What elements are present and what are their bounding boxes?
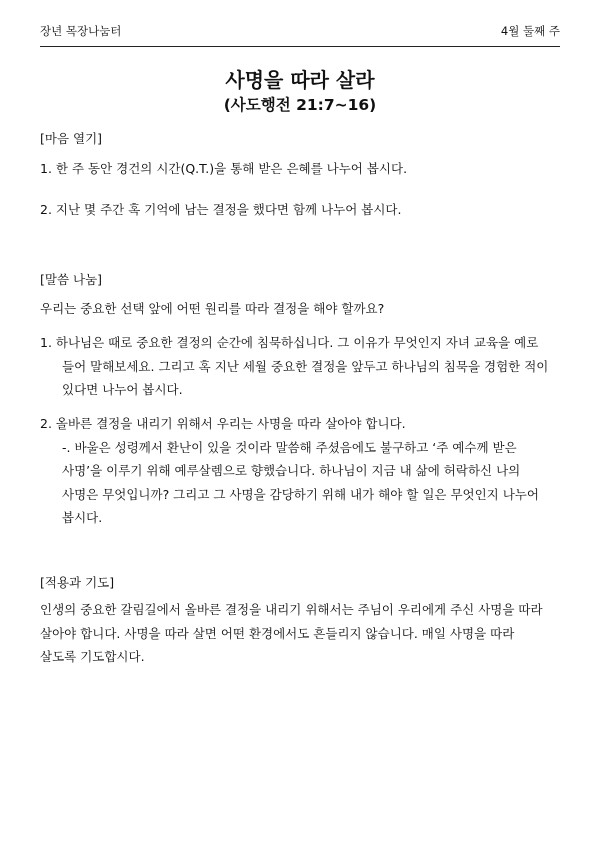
question-1-line: 들어 말해보세요. 그리고 혹 지난 세월 중요한 결정을 앞두고 하나님의 침묵을 경험한 적이 [62,358,549,374]
question-2-line: 사명’을 이루기 위해 예루살렘으로 향했습니다. 하나님이 지금 내 삶에 허락하신 나의 [62,463,521,478]
section-heading-opening: [마음 열기] [40,131,103,146]
question-2-line: -. 바울은 성령께서 환난이 있을 것이라 말씀해 주셨음에도 불구하고 ‘주 예수께 받은 [62,439,517,455]
header-divider [40,46,560,47]
header-week: 4월 둘째 주 [500,24,560,38]
scripture-reference: (사도행전 21:7~16) [223,96,377,114]
page-header [40,23,560,39]
application-prayer-text [40,598,565,669]
section-heading-word-sharing: [말씀 나눔] [40,272,103,287]
application-line: 살도록 기도합시다. [40,649,145,664]
question-1-line: 1. 하나님은 때로 중요한 결정의 순간에 침묵하십니다. 그 이유가 무엇인지 자녀 교육을 예로 [40,335,539,350]
opening-question-1: 1. 한 주 동안 경건의 시간(Q.T.)을 통해 받은 은혜를 나누어 봅시다. [40,161,408,176]
word-sharing-question-1 [40,331,565,402]
opening-question-2: 2. 지난 몇 주간 혹 기억에 남는 결정을 했다면 함께 나누어 봅시다. [40,202,402,217]
question-2-line: 사명은 무엇입니까? 그리고 그 사명을 감당하기 위해 내가 해야 할 일은 무엇인지 나누어 [62,486,539,502]
word-sharing-intro: 우리는 중요한 선택 앞에 어떤 원리를 따라 결정을 해야 할까요? [40,301,385,316]
question-2-line: 봅시다. [62,510,103,525]
application-line: 인생의 중요한 갈림길에서 올바른 결정을 내리기 위해서는 주님이 우리에게 주신 사명을 따라 [40,602,543,617]
question-2-line: 2. 올바른 결정을 내리기 위해서 우리는 사명을 따라 살아야 합니다. [40,416,406,431]
header-group-name: 장년 목장나눔터 [40,24,122,38]
page-title: 사명을 따라 살라 [225,68,375,92]
question-1-line: 있다면 나누어 봅시다. [62,382,183,397]
section-heading-application-prayer: [적용과 기도] [40,575,115,590]
word-sharing-question-2 [40,412,565,530]
application-line: 살아야 합니다. 사명을 따라 살면 어떤 환경에서도 흔들리지 않습니다. 매일 사명을 따라 [40,625,515,641]
